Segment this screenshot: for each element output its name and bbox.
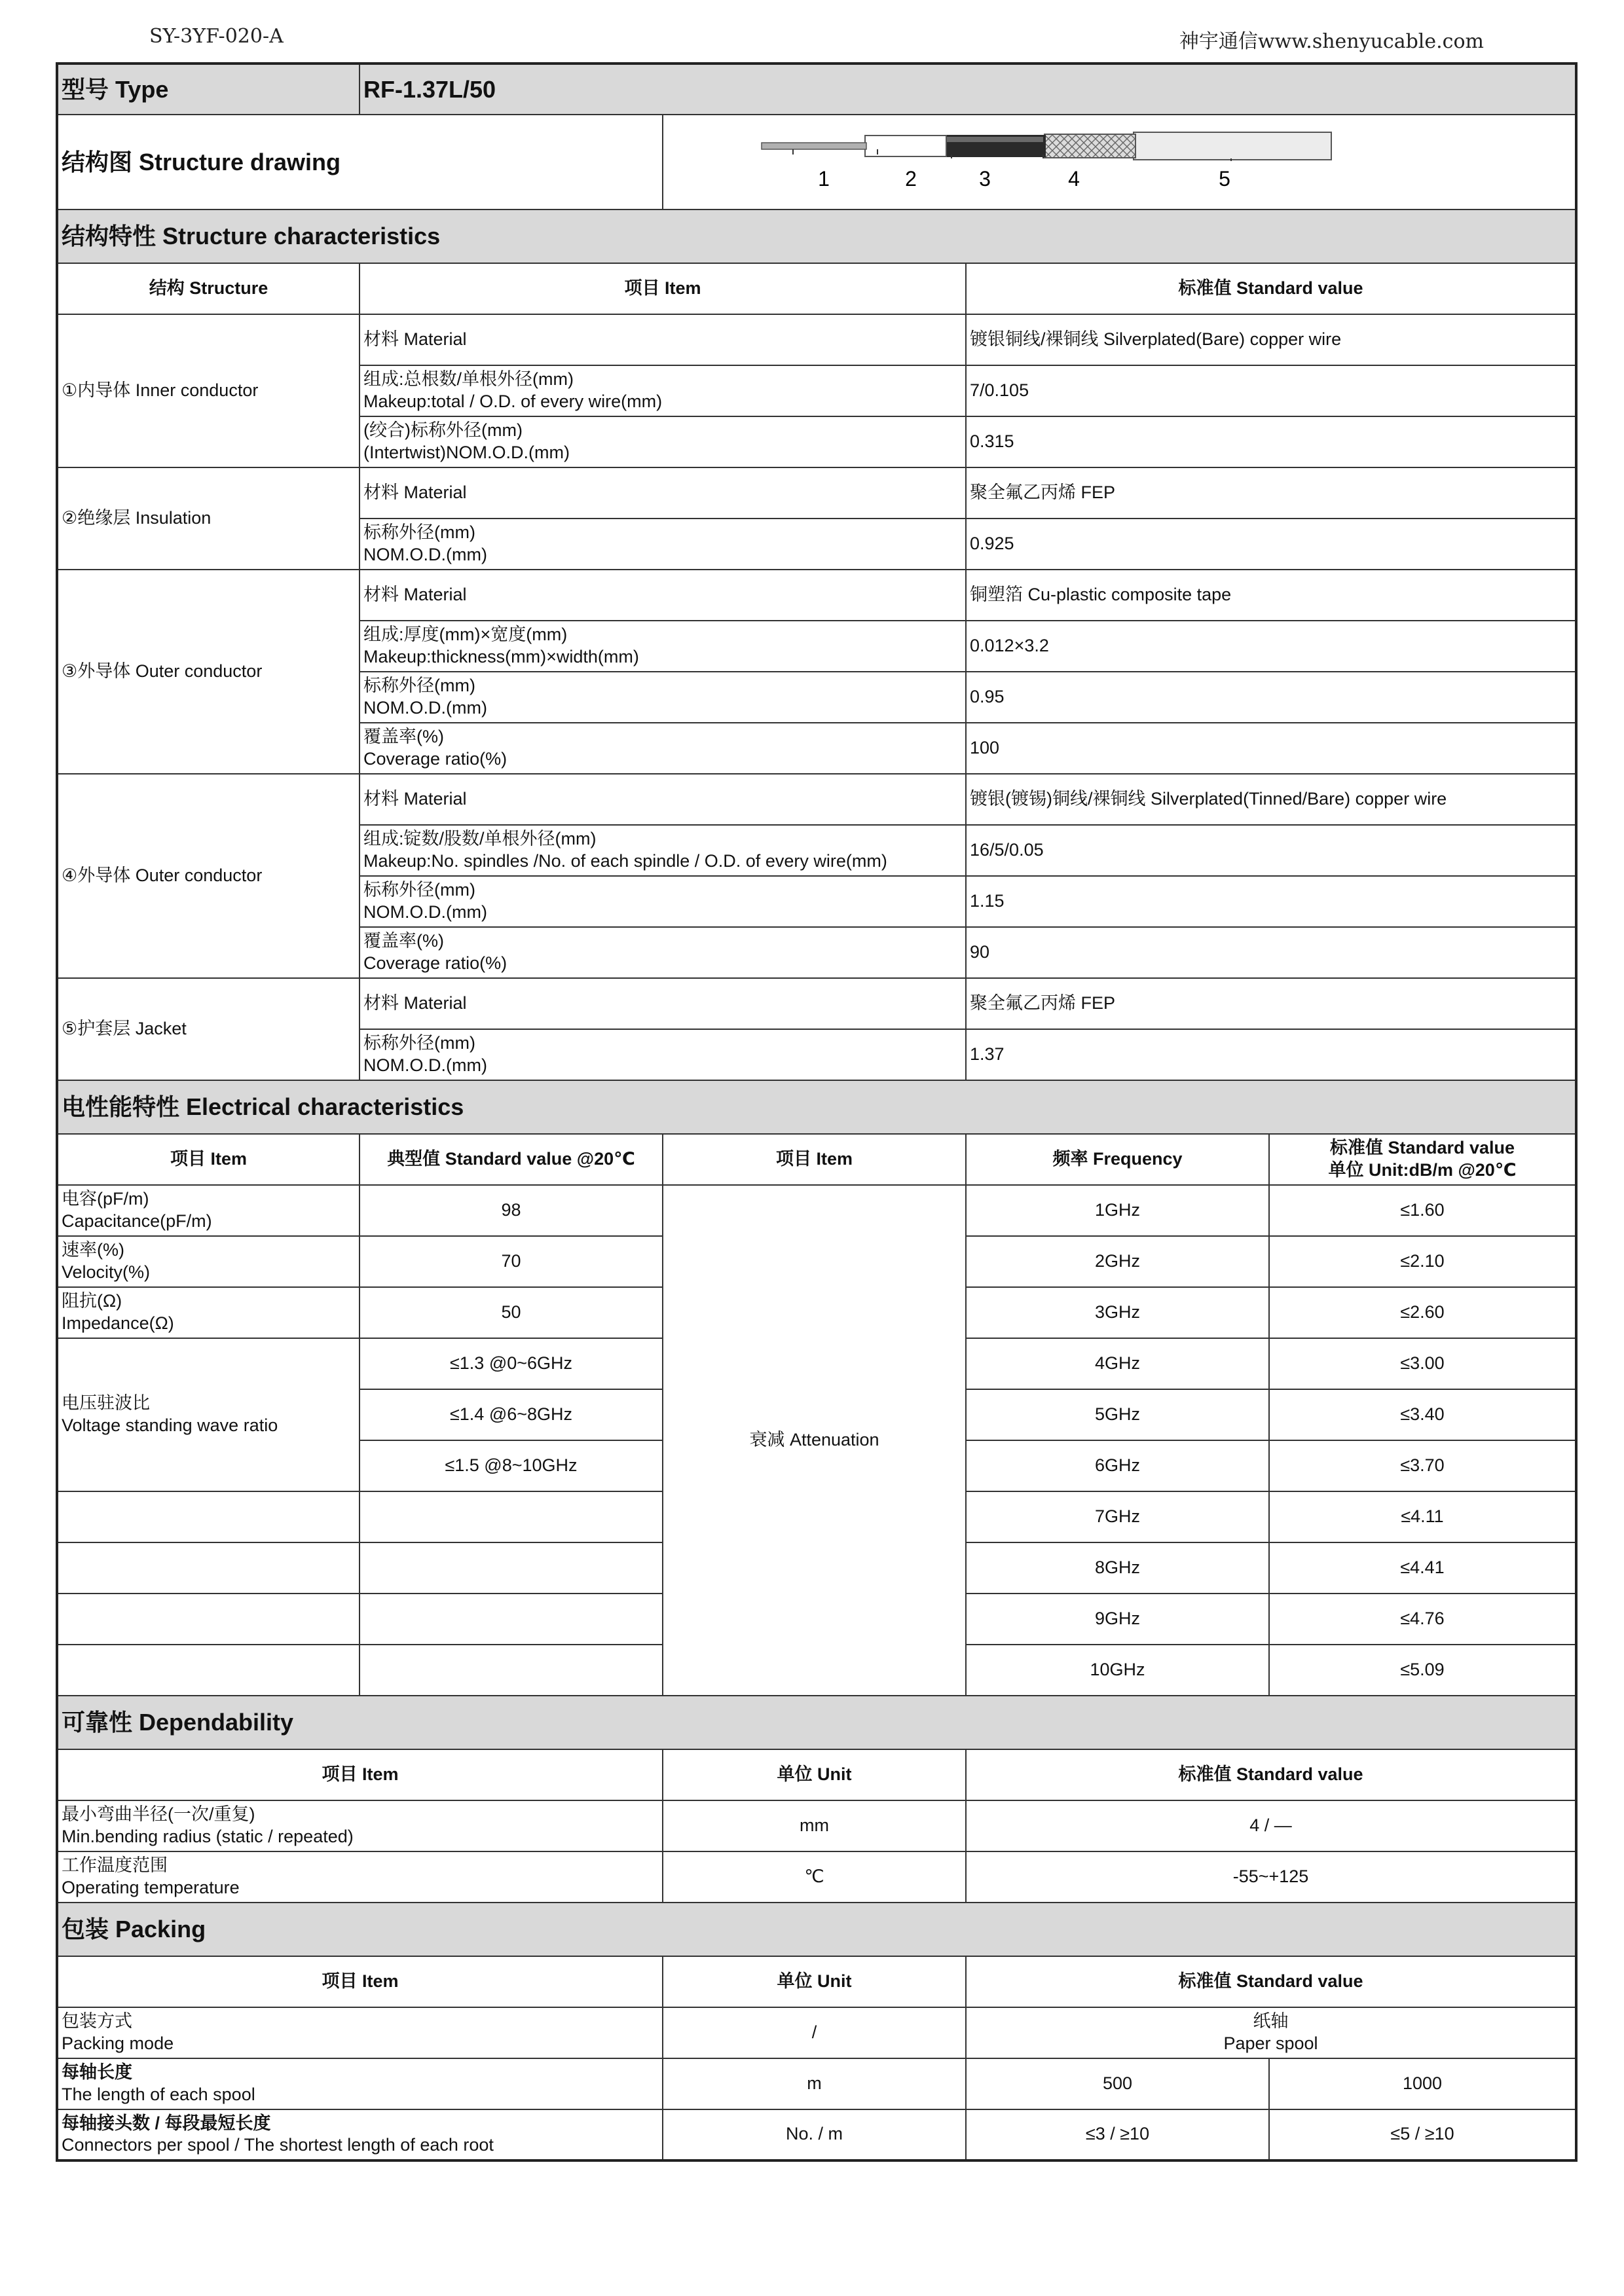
structure-value: 0.012×3.2 bbox=[966, 621, 1576, 672]
structure-item bbox=[360, 672, 966, 723]
structure-item bbox=[360, 570, 966, 621]
attenuation-value: ≤5.09 bbox=[1269, 1645, 1576, 1696]
label-3: 3 bbox=[979, 167, 991, 191]
connectors-item-cn: 每轴接头数 / 每段最短长度 bbox=[62, 2113, 271, 2133]
structure-drawing bbox=[663, 115, 1576, 210]
packing-mode-item-cn: 包装方式 bbox=[62, 2011, 132, 2031]
attenuation-frequency: 3GHz bbox=[966, 1287, 1269, 1338]
structure-item-line1: 材料 Material bbox=[363, 482, 467, 502]
attenuation-frequency: 9GHz bbox=[966, 1594, 1269, 1645]
attenuation-frequency: 2GHz bbox=[966, 1236, 1269, 1287]
structure-item-line2: NOM.O.D.(mm) bbox=[363, 902, 487, 922]
dep-item-line2: Operating temperature bbox=[62, 1877, 240, 1897]
dependability-rows bbox=[57, 1800, 1576, 1903]
structure-item-line1: 标称外径(mm) bbox=[363, 1033, 475, 1053]
vswr-label-line1: 电压驻波比 bbox=[62, 1393, 150, 1413]
cable-structure-diagram bbox=[663, 115, 1574, 203]
packing-mode-value-cn: 纸轴 bbox=[1253, 2011, 1289, 2031]
structure-item-line1: (绞合)标称外径(mm) bbox=[363, 420, 523, 440]
attenuation-value: ≤4.11 bbox=[1269, 1491, 1576, 1542]
structure-value: 100 bbox=[966, 723, 1576, 774]
structure-item-line2: Makeup:thickness(mm)×width(mm) bbox=[363, 646, 639, 666]
electrical-rows bbox=[57, 1185, 1576, 1696]
col-standard-value: 标准值 Standard value bbox=[966, 263, 1576, 314]
packing-mode-value-en: Paper spool bbox=[1223, 2033, 1318, 2053]
structure-item-line2: Coverage ratio(%) bbox=[363, 748, 507, 769]
dep-unit: ℃ bbox=[663, 1851, 966, 1903]
dep-col-unit: 单位 Unit bbox=[663, 1749, 966, 1800]
structure-value: 16/5/0.05 bbox=[966, 825, 1576, 876]
packing-section-title: 包装 Packing bbox=[57, 1903, 1576, 1956]
attenuation-value: ≤3.00 bbox=[1269, 1338, 1576, 1389]
dep-unit: mm bbox=[663, 1800, 966, 1851]
structure-value: 镀银(镀锡)铜线/裸铜线 Silverplated(Tinned/Bare) copper wire bbox=[966, 774, 1576, 825]
label-2: 2 bbox=[905, 167, 917, 191]
elec-empty-value bbox=[360, 1645, 663, 1696]
dependability-section-title: 可靠性 Dependability bbox=[57, 1696, 1576, 1749]
structure-section-title: 结构特性 Structure characteristics bbox=[57, 210, 1576, 263]
elec-empty-item bbox=[57, 1645, 360, 1696]
elec-empty-item bbox=[57, 1542, 360, 1594]
type-value: RF-1.37L/50 bbox=[360, 64, 1576, 115]
structure-item-line2: Makeup:total / O.D. of every wire(mm) bbox=[363, 391, 663, 411]
connectors-value-1: ≤3 / ≥10 bbox=[966, 2109, 1269, 2160]
structure-group-name: ③外导体 Outer conductor bbox=[57, 570, 360, 774]
structure-item-line1: 材料 Material bbox=[363, 788, 467, 809]
structure-value: 0.95 bbox=[966, 672, 1576, 723]
structure-value: 0.315 bbox=[966, 416, 1576, 467]
vswr-label bbox=[57, 1338, 360, 1491]
structure-item bbox=[360, 774, 966, 825]
label-4: 4 bbox=[1068, 167, 1080, 191]
attenuation-value: ≤3.70 bbox=[1269, 1440, 1576, 1491]
vswr-label-line2: Voltage standing wave ratio bbox=[62, 1415, 278, 1435]
elec-col-standard-line1: 标准值 Standard value bbox=[1329, 1138, 1515, 1157]
structure-value: 聚全氟乙丙烯 FEP bbox=[966, 467, 1576, 519]
structure-item-line1: 材料 Material bbox=[363, 329, 467, 349]
structure-item bbox=[360, 978, 966, 1029]
structure-value: 7/0.105 bbox=[966, 365, 1576, 416]
dep-value: -55~+125 bbox=[966, 1851, 1576, 1903]
spool-length-item bbox=[57, 2058, 663, 2109]
structure-item bbox=[360, 876, 966, 927]
structure-item bbox=[360, 621, 966, 672]
elec-col-standard bbox=[1269, 1134, 1576, 1185]
spool-length-unit: m bbox=[663, 2058, 966, 2109]
connectors-unit: No. / m bbox=[663, 2109, 966, 2160]
label-5: 5 bbox=[1219, 167, 1230, 191]
structure-rows bbox=[57, 314, 1576, 1080]
structure-item bbox=[360, 314, 966, 365]
packing-mode-item bbox=[57, 2007, 663, 2058]
structure-item bbox=[360, 365, 966, 416]
attenuation-frequency: 6GHz bbox=[966, 1440, 1269, 1491]
structure-value: 1.15 bbox=[966, 876, 1576, 927]
packing-mode-item-en: Packing mode bbox=[62, 2033, 174, 2053]
spool-length-item-cn: 每轴长度 bbox=[62, 2062, 132, 2082]
structure-item bbox=[360, 825, 966, 876]
attenuation-frequency: 7GHz bbox=[966, 1491, 1269, 1542]
structure-item-line1: 标称外径(mm) bbox=[363, 522, 475, 542]
elec-item-line1: 电容(pF/m) bbox=[62, 1189, 149, 1209]
elec-typical-value: 70 bbox=[360, 1236, 663, 1287]
spec-sheet bbox=[56, 62, 1575, 2162]
pack-col-item: 项目 Item bbox=[57, 1956, 663, 2007]
col-structure: 结构 Structure bbox=[57, 263, 360, 314]
elec-col-item2: 项目 Item bbox=[663, 1134, 966, 1185]
elec-item-line1: 速率(%) bbox=[62, 1240, 124, 1260]
attenuation-frequency: 5GHz bbox=[966, 1389, 1269, 1440]
structure-item-line2: NOM.O.D.(mm) bbox=[363, 697, 487, 718]
elec-col-standard-line2: 单位 Unit:dB/m @20℃ bbox=[1328, 1159, 1517, 1180]
structure-item bbox=[360, 416, 966, 467]
elec-item-line2: Impedance(Ω) bbox=[62, 1313, 174, 1333]
structure-value: 0.925 bbox=[966, 519, 1576, 570]
structure-item-line1: 材料 Material bbox=[363, 993, 467, 1013]
elec-col-item: 项目 Item bbox=[57, 1134, 360, 1185]
dep-item bbox=[57, 1851, 663, 1903]
elec-empty-value bbox=[360, 1594, 663, 1645]
pack-col-unit: 单位 Unit bbox=[663, 1956, 966, 2007]
label-1: 1 bbox=[818, 167, 830, 191]
vswr-value: ≤1.3 @0~6GHz bbox=[360, 1338, 663, 1389]
structure-drawing-label: 结构图 Structure drawing bbox=[57, 115, 663, 210]
structure-value: 1.37 bbox=[966, 1029, 1576, 1080]
attenuation-value: ≤4.41 bbox=[1269, 1542, 1576, 1594]
elec-item bbox=[57, 1287, 360, 1338]
elec-empty-value bbox=[360, 1491, 663, 1542]
elec-empty-item bbox=[57, 1491, 360, 1542]
structure-group-name: ⑤护套层 Jacket bbox=[57, 978, 360, 1080]
inner-conductor bbox=[762, 143, 866, 149]
structure-item-line1: 覆盖率(%) bbox=[363, 931, 444, 951]
elec-item-line2: Capacitance(pF/m) bbox=[62, 1211, 212, 1231]
attenuation-value: ≤1.60 bbox=[1269, 1185, 1576, 1236]
structure-item-line2: Makeup:No. spindles /No. of each spindle / O.D. of every wire(mm) bbox=[363, 850, 887, 871]
packing-mode-unit: / bbox=[663, 2007, 966, 2058]
structure-item-line1: 标称外径(mm) bbox=[363, 880, 475, 900]
attenuation-frequency: 1GHz bbox=[966, 1185, 1269, 1236]
structure-item-line1: 覆盖率(%) bbox=[363, 727, 444, 746]
elec-item-line2: Velocity(%) bbox=[62, 1262, 151, 1282]
dep-col-item: 项目 Item bbox=[57, 1749, 663, 1800]
structure-group-name: ④外导体 Outer conductor bbox=[57, 774, 360, 978]
structure-item-line1: 材料 Material bbox=[363, 584, 467, 604]
connectors-item-en: Connectors per spool / The shortest length of each root bbox=[62, 2135, 494, 2155]
dep-value: 4 / — bbox=[966, 1800, 1576, 1851]
packing-mode-value bbox=[966, 2007, 1576, 2058]
dep-item-line2: Min.bending radius (static / repeated) bbox=[62, 1826, 354, 1846]
dep-item-line1: 工作温度范围 bbox=[62, 1855, 168, 1875]
structure-value: 90 bbox=[966, 927, 1576, 978]
structure-item bbox=[360, 927, 966, 978]
elec-col-frequency: 频率 Frequency bbox=[966, 1134, 1269, 1185]
type-label: 型号 Type bbox=[57, 64, 360, 115]
structure-item-line1: 组成:总根数/单根外径(mm) bbox=[363, 369, 574, 389]
structure-value: 镀银铜线/裸铜线 Silverplated(Bare) copper wire bbox=[966, 314, 1576, 365]
spool-length-item-en: The length of each spool bbox=[62, 2084, 255, 2104]
structure-item bbox=[360, 519, 966, 570]
elec-item-line1: 阻抗(Ω) bbox=[62, 1291, 122, 1311]
braid-layer bbox=[1044, 134, 1135, 158]
structure-item bbox=[360, 1029, 966, 1080]
structure-item-line1: 组成:锭数/股数/单根外径(mm) bbox=[363, 829, 597, 848]
structure-group-name: ①内导体 Inner conductor bbox=[57, 314, 360, 467]
structure-item-line1: 组成:厚度(mm)×宽度(mm) bbox=[363, 625, 568, 644]
document-code: SY-3YF-020-A bbox=[149, 25, 284, 48]
attenuation-frequency: 10GHz bbox=[966, 1645, 1269, 1696]
attenuation-value: ≤2.60 bbox=[1269, 1287, 1576, 1338]
spec-table bbox=[56, 62, 1578, 2162]
jacket-layer bbox=[1134, 132, 1331, 160]
structure-value: 铜塑箔 Cu-plastic composite tape bbox=[966, 570, 1576, 621]
connectors-item bbox=[57, 2109, 663, 2160]
tape-highlight bbox=[945, 137, 1043, 142]
elec-typical-value: 50 bbox=[360, 1287, 663, 1338]
vswr-value: ≤1.5 @8~10GHz bbox=[360, 1440, 663, 1491]
structure-item-line2: Coverage ratio(%) bbox=[363, 953, 507, 973]
spool-length-value-2: 1000 bbox=[1269, 2058, 1576, 2109]
structure-item-line2: NOM.O.D.(mm) bbox=[363, 544, 487, 564]
elec-col-typical: 典型值 Standard value @20℃ bbox=[360, 1134, 663, 1185]
structure-item-line2: (Intertwist)NOM.O.D.(mm) bbox=[363, 442, 570, 462]
elec-empty-value bbox=[360, 1542, 663, 1594]
structure-item-line2: NOM.O.D.(mm) bbox=[363, 1055, 487, 1075]
attenuation-value: ≤4.76 bbox=[1269, 1594, 1576, 1645]
spool-length-value-1: 500 bbox=[966, 2058, 1269, 2109]
attenuation-frequency: 8GHz bbox=[966, 1542, 1269, 1594]
elec-typical-value: 98 bbox=[360, 1185, 663, 1236]
vswr-value: ≤1.4 @6~8GHz bbox=[360, 1389, 663, 1440]
electrical-section-title: 电性能特性 Electrical characteristics bbox=[57, 1080, 1576, 1134]
structure-group-name: ②绝缘层 Insulation bbox=[57, 467, 360, 570]
structure-item bbox=[360, 467, 966, 519]
attenuation-value: ≤2.10 bbox=[1269, 1236, 1576, 1287]
structure-value: 聚全氟乙丙烯 FEP bbox=[966, 978, 1576, 1029]
attenuation-value: ≤3.40 bbox=[1269, 1389, 1576, 1440]
col-item: 项目 Item bbox=[360, 263, 966, 314]
elec-empty-item bbox=[57, 1594, 360, 1645]
structure-item bbox=[360, 723, 966, 774]
elec-item bbox=[57, 1185, 360, 1236]
dep-item bbox=[57, 1800, 663, 1851]
elec-item bbox=[57, 1236, 360, 1287]
attenuation-label: 衰减 Attenuation bbox=[663, 1185, 966, 1696]
dep-col-value: 标准值 Standard value bbox=[966, 1749, 1576, 1800]
dep-item-line1: 最小弯曲半径(一次/重复) bbox=[62, 1804, 255, 1824]
pack-col-value: 标准值 Standard value bbox=[966, 1956, 1576, 2007]
company-name: 神宇通信www.shenyucable.com bbox=[1179, 30, 1484, 53]
structure-item-line1: 标称外径(mm) bbox=[363, 676, 475, 695]
connectors-value-2: ≤5 / ≥10 bbox=[1269, 2109, 1576, 2160]
attenuation-frequency: 4GHz bbox=[966, 1338, 1269, 1389]
